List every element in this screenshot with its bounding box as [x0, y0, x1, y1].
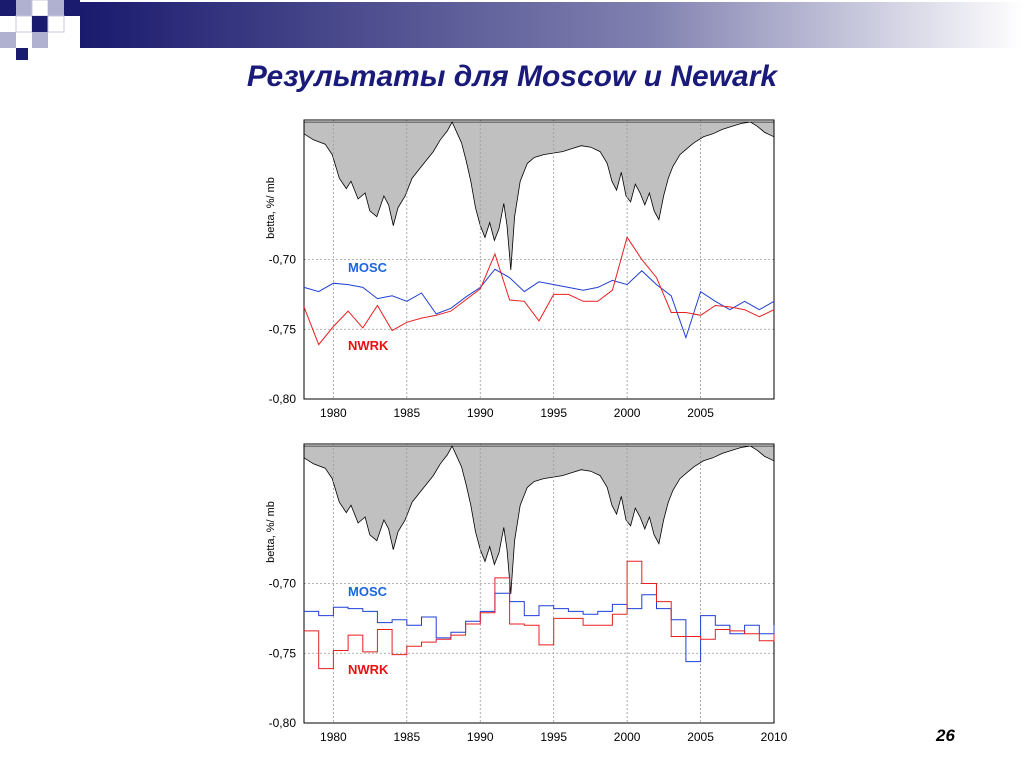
x-tick-label: 1985: [393, 730, 421, 744]
x-tick-label: 1985: [393, 406, 421, 420]
header-bar: [80, 2, 1024, 48]
deco-square: [0, 32, 16, 48]
x-tick-label: 1990: [466, 406, 494, 420]
series-label-nwrk: NWRK: [348, 338, 389, 354]
deco-square: [32, 16, 48, 32]
chart-bottom-step: [240, 436, 800, 752]
slide-header-decoration: [0, 0, 1024, 60]
deco-square: [16, 48, 28, 60]
chart-top-linear: [240, 112, 800, 428]
deco-square: [64, 0, 80, 16]
deco-square: [16, 16, 32, 32]
x-tick-label: 2010: [760, 730, 788, 744]
x-tick-label: 1990: [466, 730, 494, 744]
series-label-mosc: MOSC: [348, 260, 387, 276]
y-axis-label: betta, %/ mb: [265, 177, 277, 239]
y-tick-label: -0,80: [268, 716, 296, 730]
deco-square: [32, 32, 48, 48]
x-tick-label: 2000: [613, 406, 641, 420]
deco-square: [48, 0, 64, 16]
page-number: 26: [936, 726, 955, 745]
x-tick-label: 1980: [320, 730, 347, 744]
series-label-mosc: MOSC: [348, 584, 387, 600]
deco-square: [32, 0, 48, 16]
x-tick-label: 1980: [320, 406, 347, 420]
y-tick-label: -0,75: [268, 322, 296, 337]
y-tick-label: -0,70: [268, 576, 296, 591]
series-label-nwrk: NWRK: [348, 662, 389, 678]
deco-square: [48, 16, 64, 32]
y-tick-label: -0,70: [268, 252, 296, 267]
y-tick-label: -0,80: [268, 392, 296, 406]
slide-title: Результаты для Moscow и Newark: [246, 60, 778, 93]
deco-square: [0, 0, 16, 16]
y-axis-label: betta, %/ mb: [265, 501, 277, 563]
x-tick-label: 2000: [613, 730, 641, 744]
deco-square: [16, 0, 32, 16]
y-tick-label: -0,75: [268, 646, 296, 661]
x-tick-label: 2005: [687, 730, 714, 744]
x-tick-label: 2005: [687, 406, 714, 420]
x-tick-label: 1995: [540, 406, 568, 420]
x-tick-label: 1995: [540, 730, 568, 744]
